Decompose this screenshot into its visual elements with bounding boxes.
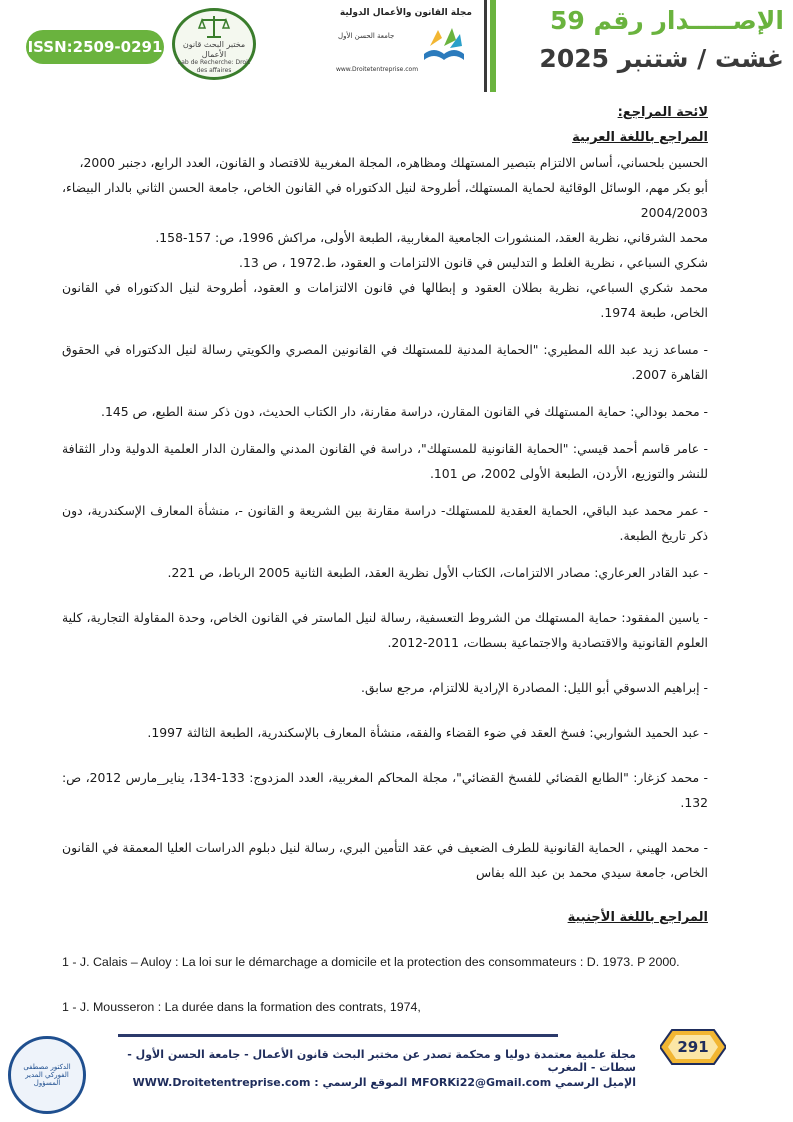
issue-date: غشت / شتنبر 2025: [539, 44, 784, 73]
director-seal: [8, 1036, 86, 1114]
issue-number: الإصـــــدار رقم 59: [549, 6, 784, 35]
magazine-logo: [282, 8, 472, 76]
page-number-badge: [660, 1028, 726, 1066]
arabic-references-heading: المراجع باللغة العربية: [572, 130, 708, 145]
foreign-references-heading: المراجع باللغة الأجنبية: [567, 910, 708, 925]
reference-item: - مساعد زيد عبد الله المطيري: "الحماية المدنية للمستهلك في القانونين المصري والكويتي رسالة لنيل الدكتوراه في الحقوق القاهرة 2007.: [62, 342, 708, 382]
reference-item: - محمد كزغار: "الطابع القضائي للفسخ القضائي"، مجلة المحاكم المغربية، العدد المزدوج: 133-134، يناير_مارس 2012، ص: 132.: [62, 770, 709, 810]
reference-item: محمد شكري السباعي، نظرية بطلان العقود و إبطالها في قانون الالتزامات و العقود، أطروحة لنيل الدكتوراه في القانون الخاص، طبعة 1974.: [62, 280, 708, 320]
director-seal-text: الدكتور مصطفى الفوركي المدير المسؤول: [23, 1063, 71, 1087]
magazine-title: مجلة القانون والأعمال الدولية: [339, 8, 472, 18]
references-title: لائحة المراجع:: [617, 105, 708, 120]
footer-journal-line: مجلة علمية معتمدة دوليا و محكمة تصدر عن مختبر البحث قانون الأعمال - جامعة الحسن الأول - سطات - المغرب: [127, 1048, 636, 1074]
footer-rule: [118, 1034, 558, 1037]
reference-item: - عمر محمد عبد الباقي، الحماية العقدية للمستهلك- دراسة مقارنة بين الشريعة و القانون -، منشأة المعارف الإسكندرية، دون ذكر تاريخ الطبعة.: [62, 503, 708, 543]
foreign-reference-item: 1 - J. Mousseron : La durée dans la formation des contrats, 1974,: [62, 1000, 421, 1014]
lab-logo-text: مختبر البحث قانون الأعمال: [182, 40, 246, 59]
reference-item: - ياسين المفقود: حماية المستهلك من الشروط التعسفية، رسالة لنيل الماستر في القانون الخاص، وحدة المقاولة التجارية، كلية العلوم القانونية والاقتصادية والاجتماعية بسطات، 2011-2012.: [62, 610, 708, 650]
reference-item: محمد الشرقاني، نظرية العقد، المنشورات الجامعية المغاربية، الطبعة الأولى، مراكش 1996، ص: 157-158.: [155, 230, 708, 245]
lab-logo-sub: Lab de Recherche: Droit des affaires: [177, 59, 251, 74]
reference-item: - محمد الهيني ، الحماية القانونية للطرف الضعيف في عقد التأمين البري، رسالة لنيل دبلوم الدراسات العليا المعمقة في القانون الخاص، جامعة سيدي محمد بن عبد الله بفاس: [62, 840, 708, 880]
footer-contact-line: الإميل الرسمي MFORKi22@Gmail.com الموقع الرسمي : WWW.Droitetentreprise.com: [132, 1076, 636, 1089]
reference-item: الحسين بلحساني، أساس الالتزام بتبصير المستهلك ومظاهره، المجلة المغربية للاقتصاد و القانون، العدد الرابع، دجنبر 2000،: [79, 155, 708, 170]
scales-icon: [197, 14, 231, 40]
reference-item: - محمد بودالي: حماية المستهلك في القانون المقارن، دراسة مقارنة، دار الكتاب الحديث، دون ذكر سنة الطبع، ص 145.: [100, 404, 708, 419]
page-header: [0, 0, 793, 92]
reference-item: - عبد الحميد الشواربي: فسخ العقد في ضوء القضاء والفقه، منشأة المعارف بالإسكندرية، الطبعة الثالثة 1997.: [147, 725, 708, 740]
reference-item: - عامر قاسم أحمد قيسي: "الحماية القانونية للمستهلك"، دراسة في القانون المدني والمقارن الدار العلمية الدولية ودار الثقافة للنشر والتوزيع، الأردن، الطبعة الأولى 2002، ص 101.: [62, 441, 708, 481]
references-section: [62, 100, 708, 1020]
book-icon: [420, 24, 468, 64]
reference-item: - عبد القادر العرعاري: مصادر الالتزامات، الكتاب الأول نظرية العقد، الطبعة الثانية 2005 الرباط، ص 221.: [167, 565, 708, 580]
university-name: جامعة الحسن الأول: [338, 32, 395, 40]
magazine-website: www.Droitetentreprise.com: [335, 66, 419, 73]
foreign-reference-item: 1 - J. Calais – Auloy : La loi sur le démarchage a domicile et la protection des consommateurs : D. 1973. P 2000.: [62, 955, 680, 969]
reference-item: أبو بكر مهم، الوسائل الوقائية لحماية المستهلك، أطروحة لنيل الدكتوراه في القانون الخاص، جامعة الحسن الثاني بالدار البيضاء، 2004/2003: [62, 180, 708, 220]
reference-item: شكري السباعي ، نظرية الغلط و التدليس في قانون الالتزامات و العقود، ط.1972 ، ص 13.: [238, 255, 708, 270]
page-number: 291: [677, 1038, 709, 1056]
lab-logo: [172, 8, 256, 80]
header-divider: [484, 0, 496, 92]
reference-item: - إبراهيم الدسوقي أبو الليل: المصادرة الإرادية للالتزام، مرجع سابق.: [361, 680, 708, 695]
issn-badge: ISSN:2509-0291: [26, 30, 164, 64]
